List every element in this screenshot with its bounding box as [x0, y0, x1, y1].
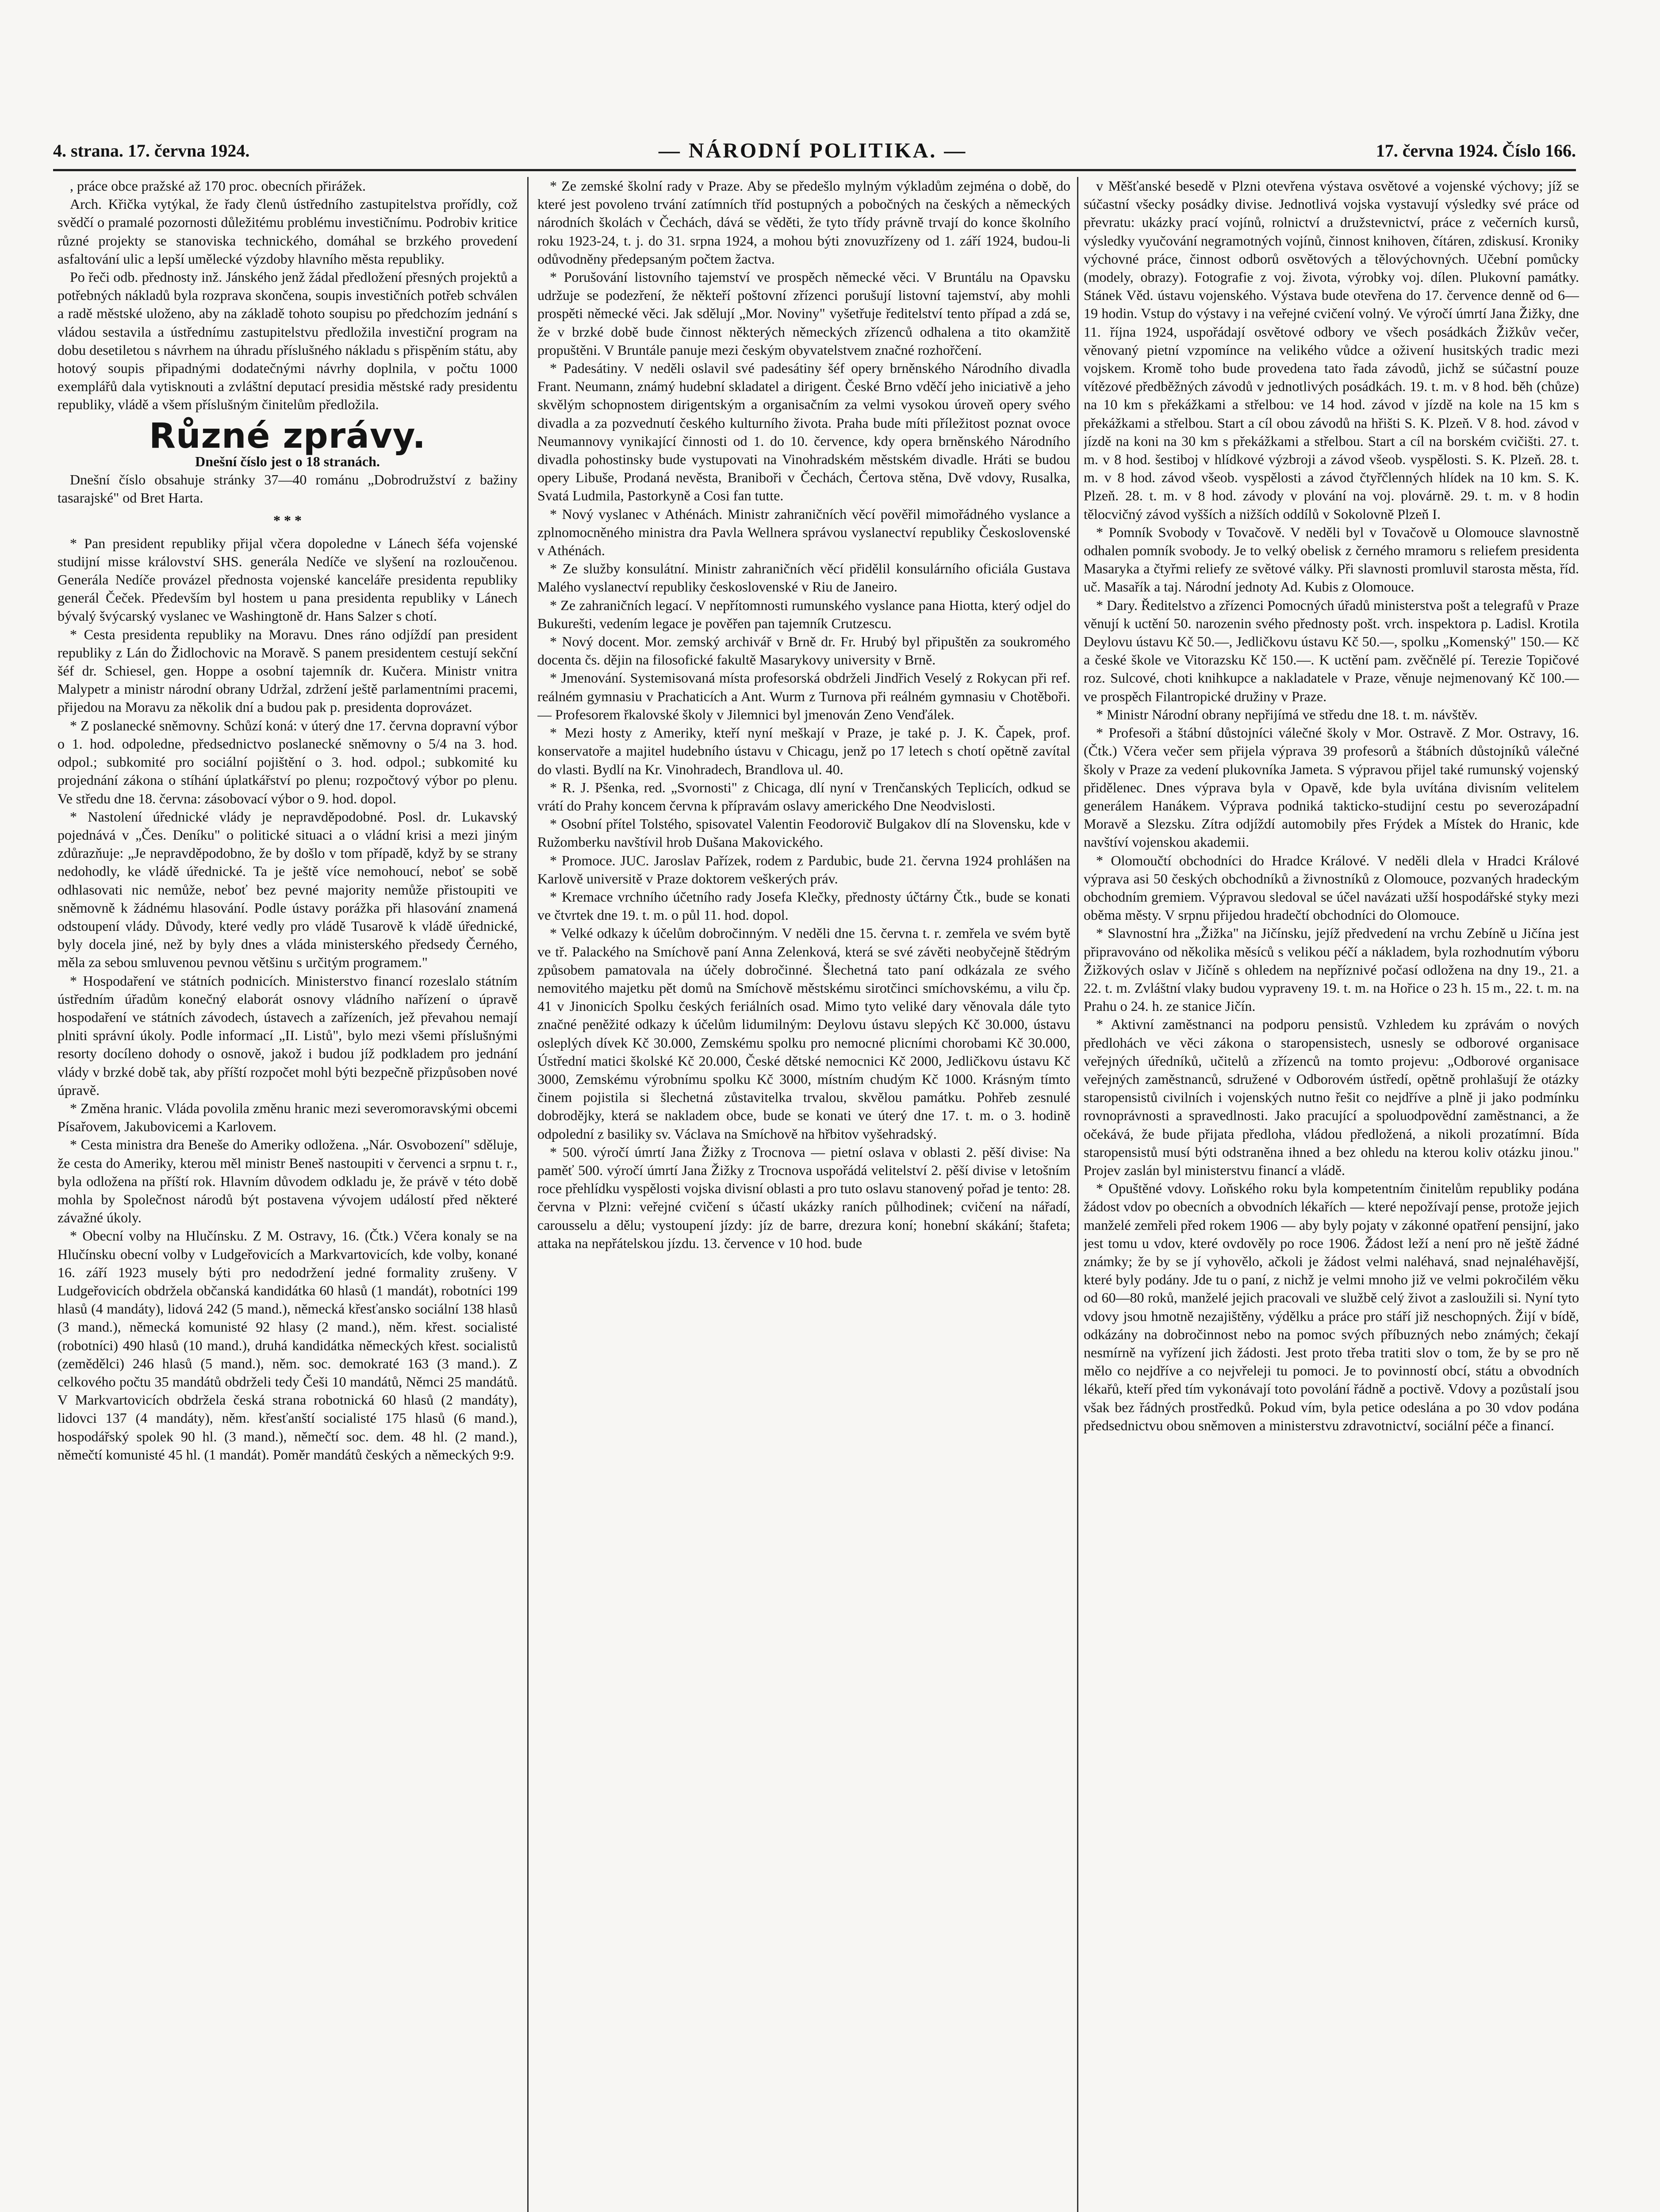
news-item: * Profesoři a štábní důstojníci válečné školy v Mor. Ostravě. Z Mor. Ostravy, 16. (Čtk.) Včera večer sem přijela výprava 39 profesorů a štábních důstojníků válečné školy v Praze za vedení plukovníka Jameta. S výpravou přijel také rumunský vojenský přidělenec. Dnes výprava byla v Opavě, kde byla uvítána divisním velitelem generálem Hanákem. Výprava podniká takticko-studijní cestu po severozápadní Moravě a Slezsku. Zítra odjíždí automobily přes Frýdek a Místek do Hranic, kde navštíví vojenskou akademii.: [1084, 725, 1579, 850]
news-item: * Pan president republiky přijal včera dopoledne v Lánech šéfa vojenské studijní misse království SHS. generála Nedíče ve slyšení na rozloučenou. Generála Nedíče provázel přednosta vojenské kanceláře presidenta republiky generál Čeček. Především byl hostem u pana presidenta republiky v Lánech bývalý švýcarský vyslanec ve Washingtoně dr. Hans Salzer s chotí.: [58, 535, 518, 624]
news-item: * Padesátiny. V neděli oslavil své padesátiny šéf opery brněnského Národního divadla Frant. Neumann, známý hudební skladatel a dirigent. České Brno vděčí jeho iniciativě a jeho skvělým schopnostem dirigentským a organisačním za velmi vysokou úroveň opery svého divadla a za pozvednutí českého kulturního života. Praha bude míti příležitost poznat ovoce Neumannovy vynikající činnosti od 1. do 10. července, kdy opera brněnského Národního divadla pohostinsky bude vystupovati na Vinohradském městském divadle. Hráti se budou opery Libuše, Prodaná nevěsta, Braniboři v Čechách, Čertova stěna, Dvě vdovy, Rusalka, Svatá Ludmila, Pastorkyně a Cosi fan tutte.: [537, 360, 1070, 504]
news-item: * Hospodaření ve státních podnicích. Ministerstvo financí rozeslalo státním ústředním úřadům konečný elaborát osnovy vládního nařízení o úpravě hospodaření ve státních závodech, ústavech a zařízeních, jež převahou nemají plniti správní úkoly. Podle informací „II. Listů", bylo mezi všemi příslušnými resorty docíleno dohody o osnově, jakož i budou jíž podkladem pro jednání vlády v brzké době tak, aby příští rozpočet mohl býti bezpečně přizpůsoben nové úpravě.: [58, 972, 518, 1098]
news-item: * Obecní volby na Hlučínsku. Z M. Ostravy, 16. (Čtk.) Včera konaly se na Hlučínsku obecní volby v Ludgeřovicích a Markvartovicích, kde volby, konané 16. září 1923 musely býti pro nedodržení jedné formality zrušeny. V Ludgeřovicích obdržela občanská kandidátka 60 hlasů (1 mandát), robotníci 199 hlasů (4 mandáty), lidová 242 (5 mand.), německá křesťansko sociální 138 hlasů (3 mand.), německá komunisté 92 hlasy (2 mand.), něm. křest. socialisté (robotníci) 490 hlasů (10 mand.), druhá kandidátka německých křest. socialistů (zemědělci) 246 hlasů (5 mand.), něm. soc. demokraté 163 (3 mand.). Z celkového počtu 35 mandátů obdrželi tedy Češi 10 mandátů, Němci 25 mandátů. V Markvartovicích obdržela česká strana robotnická 60 hlasů (2 mandáty), lidovci 137 (4 mandáty), něm. křesťanští socialisté 175 hlasů (6 mand.), hospodářský spolek 90 hl. (3 mand.), němečtí soc. dem. 48 hl. (2 mand.), němečtí komunisté 45 hl. (1 mandát). Poměr mandátů českých a německých 9:9.: [58, 1228, 518, 1463]
news-item: * Nový vyslanec v Athénách. Ministr zahraničních věcí pověřil mimořádného vyslance a zplnomocněného ministra dra Pavla Wellnera správou vyslanectví republiky Československé v Athénách.: [537, 506, 1070, 559]
news-item: v Měšťanské besedě v Plzni otevřena výstava osvětové a vojenské výchovy; jíž se súčastní všecky posádky divise. Jednotlivá vojska vystavují výsledky své práce od převratu: ukázky prací vojínů, rolnictví a družstevnictví, práce z večerních kursů, výsledky vyučování negramotných vojínů, činnost knihoven, čítáren, zdiskusí. Kroniky výchovné práce, činnost odborů osvětových a tělovýchovných. Učební pomůcky (modely, obrazy). Fotografie z voj. života, výrobky voj. dílen. Plukovní památky. Stánek Věd. ústavu vojenského. Výstava bude otevřena do 17. července denně od 6—19 hodin. Vstup do výstavy i na veřejné cvičení volný. Ve výročí úmrtí Jana Žižky, dne 11. října 1924, uspořádají osvětové odbory ve všech posádkách Žižkův večer, věnovaný pietní vzpomínce na velikého vůdce a oživení husitských tradic mezi vojskem. Kromě toho bude provedena tato řada závodů, jichž se súčastní pouze vítězové předběžných závodů v jednotlivých posádkách. 19. t. m. v 8 hod. běh (chůze) na 10 km s překážkami a střelbou: ve 14 hod. závod v jízdě na kole na 15 km s překážkami a střelbou. Start a cíl obou závodů na hřišti S. K. Plzeň. V 8. hod. závod v jízdě na koni na 30 km s překážkami a střelbou. Start a cíl na borském cvičišti. 27. t. m. v 8 hod. šestiboj v hlídkové výzbroji a závod všeob. vyspělosti. S. K. Plzeň. 28. t. m. v 8 hod. závod všeob. vyspělosti a závod čtyřčlenných hlídek na 10 km. S. K. Plzeň. 28. t. m. v 8 hod. závody v plování na voj. plovárně. 29. t. m. v 8 hodin tělocvičný závod vyšších a nižších oddílů v Sokolovně Plzeň I.: [1084, 178, 1579, 522]
masthead-title: — NÁRODNÍ POLITIKA. —: [658, 138, 967, 162]
news-item: * Ze služby konsulátní. Ministr zahraničních věcí přidělil konsulárního oficiála Gustava Malého vyslanectví republiky československé v Riu de Janeiro.: [537, 561, 1070, 595]
news-item: * Z poslanecké sněmovny. Schůzí koná: v úterý dne 17. června dopravní výbor o 1. hod. odpoledne, předsednictvo poslanecké sněmovny o 5/4 na 3. hod. odpol.; subkomité pro sociální pojištění o 3. hod. odpol.; subkomité ku projednání zákona o stíhání úplatkářství po plenu; rozpočtový výbor po plenu. Ve středu dne 18. června: zásobovací výbor o 9. hod. dopol.: [58, 717, 518, 806]
article-paragraph: Po řeči odb. přednosty inž. Jánského jenž žádal předložení přesných projektů a potřebných nákladů byla rozprava skončena, soupis investičních potřeb schválen a radě městské uloženo, aby na základě tohoto soupisu po předchozím jednání s vládou sestavila a ústřednímu zastupitelstvu předložila investiční program na dobu desetiletou s návrhem na úhradu příslušného nákladu s přispěním státu, aby hotový soupis připadnými dodatečnými návrhy doplnila, v počtu 1000 exemplářů dala vytisknouti a zvláštní deputací presidia městské rady presidentu republiky, vládě a všem příslušným činitelům předložila.: [58, 269, 518, 413]
news-item: * Ministr Národní obrany nepřijímá ve středu dne 18. t. m. návštěv.: [1096, 706, 1478, 722]
news-item: * Promoce. JUC. Jaroslav Pařízek, rodem z Pardubic, bude 21. června 1924 prohlášen na Karlově universitě v Praze doktorem veškerých práv.: [537, 852, 1070, 887]
news-item: * Jmenování. Systemisovaná místa profesorská obdrželi Jindřich Veselý z Rokycan při ref. reálném gymnasiu v Prachaticích a Ant. Wurm z Turnova při reálném gymnasiu v Chotěboři. — Profesorem řkalovské školy v Jilemnici byl jmenován Zeno Venďálek.: [537, 670, 1070, 722]
news-item: * Cesta ministra dra Beneše do Ameriky odložena. „Nár. Osvobození" sděluje, že cesta do Ameriky, kterou měl ministr Beneš nastoupiti v červenci a srpnu t. r., byla odložena na příští rok. Hlavním důvodem odkladu je, že právě v této době mohla by Společnost národů být postavena vývojem událostí před některé závažné úkoly.: [58, 1137, 518, 1226]
news-item: * R. J. Pšenka, red. „Svornosti" z Chicaga, dlí nyní v Trenčanských Teplicích, odkud se vrátí do Prahy koncem června k přípravám oslavy amerického Dne Neodvislosti.: [537, 779, 1070, 814]
news-item: * 500. výročí úmrtí Jana Žižky z Trocnova — pietní oslava v oblasti 2. pěší divise: Na paměť 500. výročí úmrtí Jana Žižky z Trocnova uspořádá velitelství 2. pěší divise v letošním roce přehlídku vyspělosti vojska divisní oblasti a pro tuto oslavu stanovený pořad je tento: 28. června v Plzni: veřejné cvičení s účastí ukázky raních půlhodinek; cvičení na nářadí, carousselu a dělu; vystoupení jízdy: jíz de barre, drezura koní; honební skákání; štafeta; attaka na nepřátelskou jízdu. 13. července v 10 hod. bude: [537, 1144, 1070, 1251]
news-item: * Změna hranic. Vláda povolila změnu hranic mezi severomoravskými obcemi Písařovem, Jakubovicemi a Karlovem.: [58, 1100, 518, 1135]
news-item: * Porušování listovního tajemství ve prospěch německé věci. V Bruntálu na Opavsku udržuje se podezření, že někteří poštovní zřízenci porušují listovní tajemství, aby mohli prospěti německé věci. Jak sdělují „Mor. Noviny" vyšetřuje ředitelství tento případ a zdá se, že v brzké době bude činnost některých německých zřízenců odhalena a tito okamžitě propuštěni. V Bruntále panuje mezi českým obyvatelstvem značné rozhořčení.: [537, 269, 1070, 358]
news-item: * Kremace vrchního účetního rady Josefa Klečky, přednosty účtárny Čtk., bude se konati ve čtvrtek dne 19. t. m. o půl 11. hod. dopol.: [537, 888, 1070, 923]
news-item: * Aktivní zaměstnanci na podporu pensistů. Vzhledem ku zprávám o nových předlohách ve věci zákona o staropensistech, usnesly se odborové organisace veřejných úředníků, učitelů a zřízenců na tomto projevu: „Odborové organisace veřejných zaměstnanců, sdružené v Odborovém ústředí, opětně prohlašují že otázky staropensistů civilních i vojenských nutno řešit co nejdříve a plně ji jako podmínku rovnoprávnosti a spravedlnosti. Jako pracující a spoluodpovědní zaměstnanci, a že očekává, že bude přijata předloha, vládou předložená, a nikoli prozatímní. Bída staropensistů musí býti odstraněna ihned a bez ohledu na kterou koliv otázku jinou." Projev zaslán byl ministerstvu financí a vládě.: [1084, 1016, 1579, 1178]
section-title: Různé zprávy.: [149, 416, 426, 456]
news-item: * Ze zemské školní rady v Praze. Aby se předešlo mylným výkladům zejména o době, do které jest povoleno trvání zatímních tříd postupných a pobočných na českých a německých národních školách v Čechách, dává se věděti, že tyto třídy právně trvají do konce školního roku 1923-24, t. j. do 31. srpna 1924, a mohou býti znovuzřízeny od 1. září 1924, budou-li odůvodněny předepsaným počtem žactva.: [537, 178, 1070, 267]
column-2: [537, 177, 1070, 2212]
column-rule-1: [527, 177, 529, 2212]
article-paragraph: , práce obce pražské až 170 proc. obecních přirážek.: [70, 178, 366, 194]
news-item: * Nastolení úřednické vlády je nepravděpodobné. Posl. dr. Lukavský pojednává v „Čes. Deníku" o politické situaci a o vládní krisi a mezi jiným zdůrazňuje: „Je nepravděpodobno, že by došlo v tom případě, když by se strany nedohodly, ke vládě úřednické. Ta je ještě více nemohoucí, neboť se sobě odhlasovati nic nemůže, neboť bez pevné majority nemůže přistoupiti ve sněmovně k žádnému hlasování. Podle ústavy porážka při hlasování znamená odstoupení vlády. Důvody, které vedly pro vládě Tusarově k vládě úřednické, byly docela jiné, než by byly dnes a vláda ministerského předsedy Černého, měla za sebou smluvenou pevnou většinu s určitým programem.": [58, 808, 518, 971]
news-item: * Cesta presidenta republiky na Moravu. Dnes ráno odjíždí pan president republiky z Lán do Židlochovic na Moravě. S panem presidentem cestují sekční šéf dr. Schiesel, gen. Hoppe a osobní tajemník dr. Kučera. Ministr vnitra Malypetr a ministr národní obrany Udržal, zdržení ještě parlamentními pracemi, přijedou na Moravu za několik dní a budou pak p. presidenta doprovázet.: [58, 626, 518, 715]
column-1: [58, 177, 518, 2212]
article-paragraph: Arch. Křička vytýkal, že řady členů ústředního zastupitelstva prořídly, což svědčí o pramalé pozornosti důležitému problému investičnímu. Podrobiv kritice různé projekty se stanoviska technického, domáhal se brzkého provedení asfaltování ulic a lepší umělecké výzdoby hlavního města republiky.: [58, 196, 518, 267]
news-item: * Ze zahraničních legací. V nepřítomnosti rumunského vyslance pana Hiotta, který odjel do Bukurešti, vedením legace je pověřen pan tajemník Crutzescu.: [537, 597, 1070, 631]
header-rule: [53, 169, 1576, 171]
column-3: [1084, 177, 1579, 2212]
column-rule-2: [1077, 177, 1078, 2212]
news-item: * Osobní přítel Tolstého, spisovatel Valentin Feodorovič Bulgakov dlí na Slovensku, kde v Ružomberku navštívil hrob Dušana Makovického.: [537, 816, 1070, 850]
news-item: * Nový docent. Mor. zemský archivář v Brně dr. Fr. Hrubý byl připuštěn za soukromého docenta čs. dějin na filosofické fakultě Masarykovy university v Brně.: [537, 634, 1070, 668]
news-item: * Slavnostní hra „Žižka" na Jičínsku, jejíž předvedení na vrchu Zebíně u Jičína jest připravováno od několika měsíců s velikou péčí a nákladem, byla rozhodnutím výboru Žižkových oslav v Jičíně s ohledem na nepříznivé počasí odložena na dny 19., 21. a 22. t. m. Zvláštní vlaky budou vypraveny 19. t. m. na Hořice o 23 h. 15 m., 22. t. m. na Prahu o 24. h. ze stanice Jičín.: [1084, 925, 1579, 1014]
news-item: * Olomoučtí obchodníci do Hradce Králové. V neděli dlela v Hradci Králové výprava asi 50 českých obchodníků a živnostníků z Olomouce, pozvaných hradeckým obchodním gremiem. Výpravou sledoval se účel navázati užší hospodářské styky mezi oběma městy. V srpnu přijedou hradečtí obchodníci do Olomouce.: [1084, 852, 1579, 923]
page-header: [53, 133, 1576, 168]
header-left: 4. strana. 17. června 1924.: [53, 140, 250, 161]
article-paragraph: Dnešní číslo obsahuje stránky 37—40 románu „Dobrodružství z bažiny tasarajské" od Bret Harta.: [58, 472, 518, 506]
news-item: * Dary. Ředitelstvo a zřízenci Pomocných úřadů ministerstva pošt a telegrafů v Praze věnují k uctění 50. narozenin svého přednosty pošt. vrch. inspektora p. Ladisl. Krotila Deylovu ústavu Kč 50.—, Jedličkovu ústavu Kč 50.—, spolku „Komenský" 150.— Kč a české škole ve Vitorazsku Kč 150.—. K uctění pam. zvěčnělé pí. Terezie Topičové roz. Sulcové, choti knihkupce a nakladatele v Praze, věnuje nejmenovaný Kč 100.— ve prospěch Filantropické družiny v Praze.: [1084, 597, 1579, 704]
note-heading: Dnešní číslo jest o 18 stranách.: [195, 453, 380, 469]
news-item: * Velké odkazy k účelům dobročinným. V neděli dne 15. června t. r. zemřela ve svém bytě ve tř. Palackého na Smíchově paní Anna Zelenková, která se své závěti neobyčejně štědrým způsobem pamatovala na účely dobročinné. Šlechetná tato paní odkázala ze svého nemovitého majetku pět domů na Smíchově městskému sirotčinci smíchovskému, a vilu čp. 41 v Jinonicích Spolku českých feriálních osad. Mimo tyto veliké dary věnovala dále tyto značné peněžité odkazy k účelům lidumilným: Deylovu ústavu slepých Kč 30.000, ústavu osleplých dívek Kč 30.000, Zemskému spolku pro nemocné plicními chorobami Kč 30.000, Ústřední matici školské Kč 20.000, České dětské nemocnici Kč 2000, Jedličkovu ústavu Kč 3000, Zemskému výrobnímu spolku Kč 3000, místním chudým Kč 1000. Krásným tímto činem pojistila si šlechetná zůstavitelka trvalou, skvělou památku. Pohřeb zesnulé dobrodějky, která se nakladem obce, bude se konati ve úterý dne 17. t. m. o 3. hodině odpolední z basiliky sv. Václava na Smíchově na hřbitov vyšehradský.: [537, 925, 1070, 1142]
header-right: 17. června 1924. Číslo 166.: [1376, 140, 1576, 161]
separator: * * *: [273, 512, 302, 529]
news-item: * Mezi hosty z Ameriky, kteří nyní meškají v Praze, je také p. J. K. Čapek, prof. konservatoře a majitel hudebního ústavu v Chicagu, jenž po 17 letech s chotí opětně zavítal do vlasti. Bydlí na Kr. Vinohradech, Brandlova ul. 40.: [537, 725, 1070, 777]
news-item: * Pomník Svobody v Tovačově. V neděli byl v Tovačově u Olomouce slavnostně odhalen pomník svobody. Je to velký obelisk z černého mramoru s reliefem presidenta Masaryka a čtyřmi reliefy ze světové války. Při slavnosti promluvil starosta města, říd. uč. Masařík a taj. Národní jednoty Ad. Kubis z Olomouce.: [1084, 524, 1579, 595]
news-item: * Opuštěné vdovy. Loňského roku byla kompetentním činitelům republiky podána žádost vdov po obecních a obvodních lékařích — které nepožívají pense, protože jejich manželé zemřeli před rokem 1906 — aby byly pojaty v zákonné opatření pensijní, jako jest tomu u vdov, které ovdověly po roce 1906. Žádost leží a není pro ně ještě žádné známky; že by se jí vyhovělo, ačkoli je žádost velmi naléhavá, snad nejnaléhavější, které byly podány. Jde tu o paní, z nichž je velmi mnoho již ve velmi pokročilém věku od 60—80 roků, manželé jejich pracovali ve službě celý život a zasloužili si. Nyní tyto vdovy jsou hmotně nezajištěny, výdělku a práce pro stáří již neschopných. Žijí v bídě, odkázány na dobročinnost nebo na pomoc svých příbuzných nebo známých; čekají nesmírně na vyřízení jich žádosti. Jest proto třeba tratiti slov o tom, že by se pro ně mělo co nejdříve a co nejvřeleji tu pomoci. Je to povinností obcí, státu a obvodních lékařů, kteří před tím vykonávají toto povolání řádně a poctivě. Vdovy a pozůstalí jsou však bez řádných prostředků. Pokud vím, byla petice odeslána a po 30 vdov podána předsednictvu obou sněmoven a ministerstvu zdravotnictví, sociální péče a financí.: [1084, 1180, 1579, 1433]
